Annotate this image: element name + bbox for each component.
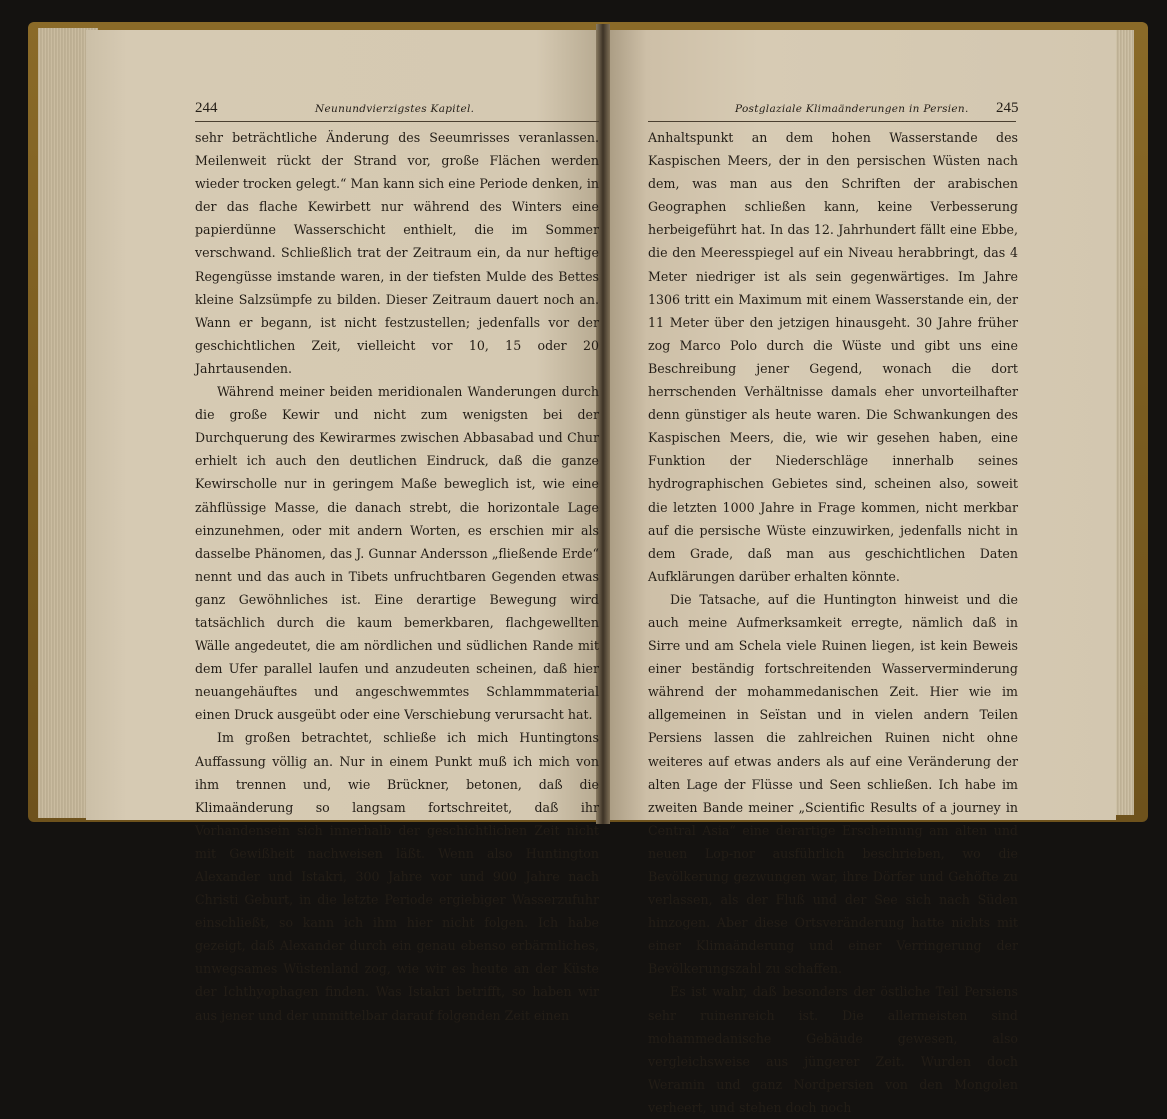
right-page-body — [648, 126, 1018, 1119]
left-paragraph: Während meiner beiden meridionalen Wanderungen durch die große Kewir und nicht zum wenigsten bei der Durchquerung des Kewirarmes zwischen Abbasabad und Chur erhielt ich auch den deutlichen Eindruck, daß die ganze Kewirscholle nur in geringem Maße beweglich ist, wie eine zähflüssige Masse, die danach strebt, die horizontale Lage einzunehmen, oder mit andern Worten, es erschien mir als dasselbe Phänomen, das J. Gunnar Andersson „fließende Erde“ nennt und das auch in Tibets unfruchtbaren Gegenden etwas ganz Gewöhnliches ist. Eine derartige Bewegung wird tatsächlich durch die kaum bemerkbaren, flachgewellten Wälle angedeutet, die am nördlichen und südlichen Rande mit dem Ufer parallel laufen und anzudeuten scheinen, daß hier neuangehäuftes und angeschwemmtes Schlammmaterial einen Druck ausgeübt oder eine Verschiebung verursacht hat. — [195, 384, 599, 723]
left-paragraph: sehr beträchtliche Änderung des Seeumrisses veranlassen. Meilenweit rückt der Strand vor, große Flächen werden wieder trocken gelegt.“ Man kann sich eine Periode denken, in der das flache Kewirbett nur während des Winters eine papierdünne Wasserschicht enthielt, die im Sommer verschwand. Schließlich trat der Zeitraum ein, da nur heftige Regengüsse imstande waren, in der tiefsten Mulde des Bettes kleine Salzsümpfe zu bilden. Dieser Zeitraum dauert noch an. Wann er begann, ist nicht festzustellen; jedenfalls vor der geschichtlichen Zeit, vielleicht vor 10, 15 oder 20 Jahrtausenden. — [195, 130, 599, 376]
left-running-title: Neunundvierzigstes Kapitel. — [315, 103, 475, 115]
left-page-number: 244 — [195, 100, 218, 116]
right-paragraph: Die Tatsache, auf die Huntington hinweist und die auch meine Aufmerksamkeit erregte, nämlich daß in Sirre und am Schela viele Ruinen liegen, ist kein Beweis einer beständig fortschreitenden Wasserverminderung während der mohammedanischen Zeit. Hier wie im allgemeinen in Seïstan und in vielen andern Teilen Persiens lassen die zahlreichen Ruinen nicht ohne weiteres auf etwas anders als auf eine Veränderung der alten Lage der Flüsse und Seen schließen. Ich habe im zweiten Bande meiner „Scientific Results of a journey in Central Asia“ eine derartige Erscheinung am alten und neuen Lop-nor ausführlich beschrieben, wo die Bevölkerung gezwungen war, ihre Dörfer und Gehöfte zu verlassen, als der Fluß und der See sich nach Süden hinzogen. Aber diese Ortsveränderung hatte nichts mit einer Klimaänderung und einer Verringerung der Bevölkerungszahl zu schaffen. — [648, 591, 1018, 977]
right-paragraph: Es ist wahr, daß besonders der östliche Teil Persiens sehr ruinenreich ist. Die allermeisten sind mohammedanische Gebäude gewesen, also vergleichsweise aus jüngerer Zeit. Wurden doch Weramin und ganz Nordpersien von den Mongolen verheert, und stehen doch noch — [648, 984, 1018, 1115]
left-header-rule — [195, 121, 599, 122]
right-paragraph: Anhaltspunkt an dem hohen Wasserstande des Kaspischen Meers, der in den persischen Wüsten nach dem, was man aus den Schriften der arabischen Geographen schließen kann, keine Verbesserung herbeigeführt hat. In das 12. Jahrhundert fällt eine Ebbe, die den Meeresspiegel auf ein Niveau herabbringt, das 4 Meter niedriger ist als sein gegenwärtiges. Im Jahre 1306 tritt ein Maximum mit einem Wasserstande ein, der 11 Meter über den jetzigen hinausgeht. 30 Jahre früher zog Marco Polo durch die Wüste und gibt uns eine Beschreibung jener Gegend, wonach die dort herrschenden Verhältnisse damals eher unvorteilhafter denn günstiger als heute waren. Die Schwankungen des Kaspischen Meers, die, wie wir gesehen haben, eine Funktion der Niederschläge innerhalb seines hydrographischen Gebietes sind, scheinen also, soweit die letzten 1000 Jahre in Frage kommen, nicht merkbar auf die persische Wüste einzuwirken, jedenfalls nicht in dem Grade, daß man aus geschichtlichen Daten Aufklärungen darüber erhalten könnte. — [648, 130, 1018, 584]
right-page-number: 245 — [996, 100, 1019, 116]
left-paragraph: Im großen betrachtet, schließe ich mich Huntingtons Auffassung völlig an. Nur in einem Punkt muß ich mich von ihm trennen und, wie Brückner, betonen, daß die Klimaänderung so langsam fortschreitet, daß ihr Vorhandensein sich innerhalb der geschichtlichen Zeit nicht mit Gewißheit nachweisen läßt. Wenn also Huntington Alexander und Istakri, 300 Jahre vor und 900 Jahre nach Christi Geburt, in die letzte Periode ergiebiger Wasserzufuhr einschließt, so kann ich ihm hier nicht folgen. Ich habe gezeigt, daß Alexander durch ein genau ebenso erbärmliches, unwegsames Wüstenland zog, wie wir es heute an der Küste der Ichthyophagen finden. Was Istakri betrifft, so haben wir aus jener und der unmittelbar darauf folgenden Zeit einen — [195, 730, 599, 1023]
right-running-title: Postglaziale Klimaänderungen in Persien. — [735, 103, 969, 115]
left-page-body — [195, 126, 599, 1027]
right-header-rule — [648, 121, 1016, 122]
